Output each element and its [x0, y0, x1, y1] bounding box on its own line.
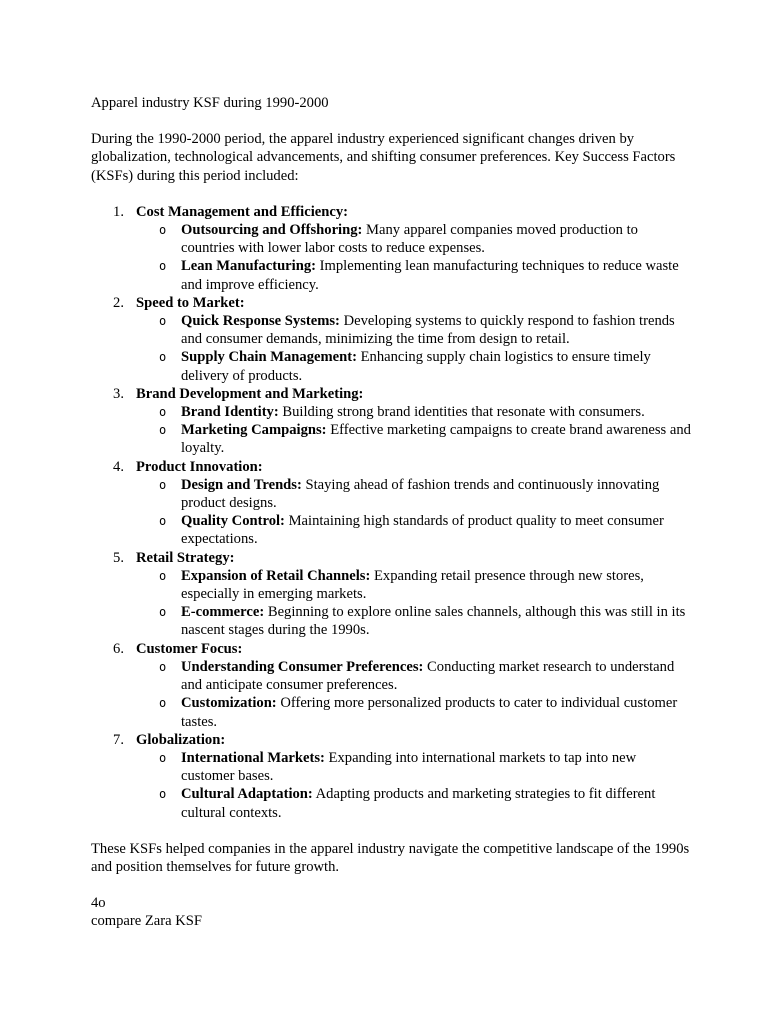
ksf-number: 6. — [113, 640, 124, 657]
ksf-item — [91, 458, 691, 549]
ksf-heading: Globalization: — [136, 731, 226, 748]
ksf-description: Staying ahead of fashion trends and continuously innovating product designs. — [181, 476, 660, 512]
ksf-item — [91, 640, 691, 731]
ksf-sub-item — [136, 567, 691, 603]
ksf-item — [91, 294, 691, 385]
conclusion-paragraph: These KSFs helped companies in the apparel industry navigate the competitive landscape of the 1990s and position themselves for future growth. — [91, 840, 690, 875]
ksf-description: Developing systems to quickly respond to fashion trends and consumer demands, minimizing the time from design to retail. — [181, 313, 675, 348]
ksf-sub-list — [136, 749, 691, 822]
ksf-sub-item — [136, 257, 691, 293]
hollow-bullet-icon: o — [159, 787, 167, 802]
ksf-heading: Product Innovation: — [136, 458, 263, 475]
ksf-number: 7. — [113, 731, 124, 748]
ksf-item — [91, 203, 691, 294]
ksf-description: Enhancing supply chain logistics to ensure timely delivery of products. — [181, 349, 651, 384]
ksf-sub-list — [136, 476, 691, 549]
spacer — [91, 822, 691, 840]
ksf-sub-item — [136, 785, 691, 821]
ksf-description: Implementing lean manufacturing techniques to reduce waste and improve efficiency. — [181, 258, 679, 293]
ksf-description: Beginning to explore online sales channels, although this was still in its nascent stages during the 1990s. — [181, 604, 686, 639]
ksf-number: 2. — [113, 294, 124, 311]
ksf-sub-list — [136, 312, 691, 385]
ksf-sub-item — [136, 421, 691, 457]
ksf-heading: Retail Strategy: — [136, 549, 235, 566]
model-label: 4o — [91, 895, 106, 912]
ksf-term: Customization: — [181, 695, 277, 712]
ksf-sub-item — [136, 403, 691, 421]
ksf-item — [91, 731, 691, 822]
ksf-description: Expanding retail presence through new stores, especially in emerging markets. — [181, 567, 644, 603]
ksf-term: Cultural Adaptation: — [181, 786, 313, 803]
ksf-sub-list — [136, 221, 691, 294]
ksf-description: Building strong brand identities that resonate with consumers. — [278, 404, 645, 421]
ksf-term: International Markets: — [181, 749, 325, 766]
ksf-sub-list — [136, 567, 691, 640]
ksf-term: Quality Control: — [181, 513, 285, 530]
ksf-term: Outsourcing and Offshoring: — [181, 222, 363, 239]
ksf-item — [91, 385, 691, 458]
hollow-bullet-icon: o — [159, 314, 167, 329]
ksf-sub-list — [136, 658, 691, 731]
hollow-bullet-icon: o — [159, 423, 167, 438]
ksf-description: Maintaining high standards of product quality to meet consumer expectations. — [181, 513, 664, 548]
hollow-bullet-icon: o — [159, 750, 167, 765]
hollow-bullet-icon: o — [159, 568, 167, 583]
next-prompt: compare Zara KSF — [91, 913, 203, 930]
ksf-item — [91, 549, 691, 640]
ksf-number: 3. — [113, 385, 124, 402]
ksf-number: 4. — [113, 458, 124, 475]
ksf-sub-item — [136, 348, 691, 384]
ksf-description: Adapting products and marketing strategies to fit different cultural contexts. — [181, 786, 656, 821]
ksf-term: Supply Chain Management: — [181, 349, 357, 366]
ksf-heading: Cost Management and Efficiency: — [136, 203, 348, 220]
ksf-sub-item — [136, 476, 691, 512]
ksf-description: Many apparel companies moved production to countries with lower labor costs to reduce expenses. — [181, 222, 638, 257]
ksf-description: Offering more personalized products to cater to individual customer tastes. — [181, 695, 678, 730]
ksf-sub-item — [136, 512, 691, 548]
ksf-description: Conducting market research to understand and anticipate consumer preferences. — [181, 658, 675, 694]
hollow-bullet-icon: o — [159, 659, 167, 674]
hollow-bullet-icon: o — [159, 259, 167, 274]
spacer — [91, 185, 691, 203]
spacer — [91, 112, 691, 130]
ksf-heading: Brand Development and Marketing: — [136, 385, 364, 402]
hollow-bullet-icon: o — [159, 350, 167, 365]
ksf-sub-item — [136, 694, 691, 730]
hollow-bullet-icon: o — [159, 223, 167, 238]
document-title: Apparel industry KSF during 1990-2000 — [91, 95, 329, 111]
ksf-number: 5. — [113, 549, 124, 566]
ksf-term: E-commerce: — [181, 604, 265, 621]
ksf-sub-item — [136, 312, 691, 348]
ksf-sub-item — [136, 603, 691, 639]
ksf-sub-item — [136, 749, 691, 785]
ksf-term: Lean Manufacturing: — [181, 258, 316, 275]
ksf-term: Brand Identity: — [181, 404, 279, 421]
ksf-term: Understanding Consumer Preferences: — [181, 658, 424, 675]
ksf-term: Expansion of Retail Channels: — [181, 567, 371, 584]
ksf-description: Expanding into international markets to tap into new customer bases. — [181, 749, 637, 785]
ksf-sub-list — [136, 403, 691, 458]
hollow-bullet-icon: o — [159, 514, 167, 529]
ksf-term: Quick Response Systems: — [181, 313, 340, 330]
ksf-term: Design and Trends: — [181, 476, 302, 493]
ksf-sub-item — [136, 221, 691, 257]
document-page — [91, 94, 691, 931]
hollow-bullet-icon: o — [159, 477, 167, 492]
hollow-bullet-icon: o — [159, 696, 167, 711]
ksf-description: Effective marketing campaigns to create brand awareness and loyalty. — [181, 422, 691, 457]
ksf-number: 1. — [113, 203, 124, 220]
ksf-list — [91, 203, 691, 822]
ksf-term: Marketing Campaigns: — [181, 422, 327, 439]
ksf-heading: Speed to Market: — [136, 294, 245, 311]
spacer — [91, 876, 691, 894]
hollow-bullet-icon: o — [159, 405, 167, 420]
intro-paragraph: During the 1990-2000 period, the apparel industry experienced significant changes driven by globalization, technological advancements, and shifting consumer preferences. Key Success Factors (KSFs) during this period included: — [91, 131, 676, 184]
hollow-bullet-icon: o — [159, 605, 167, 620]
ksf-heading: Customer Focus: — [136, 640, 243, 657]
ksf-sub-item — [136, 658, 691, 694]
